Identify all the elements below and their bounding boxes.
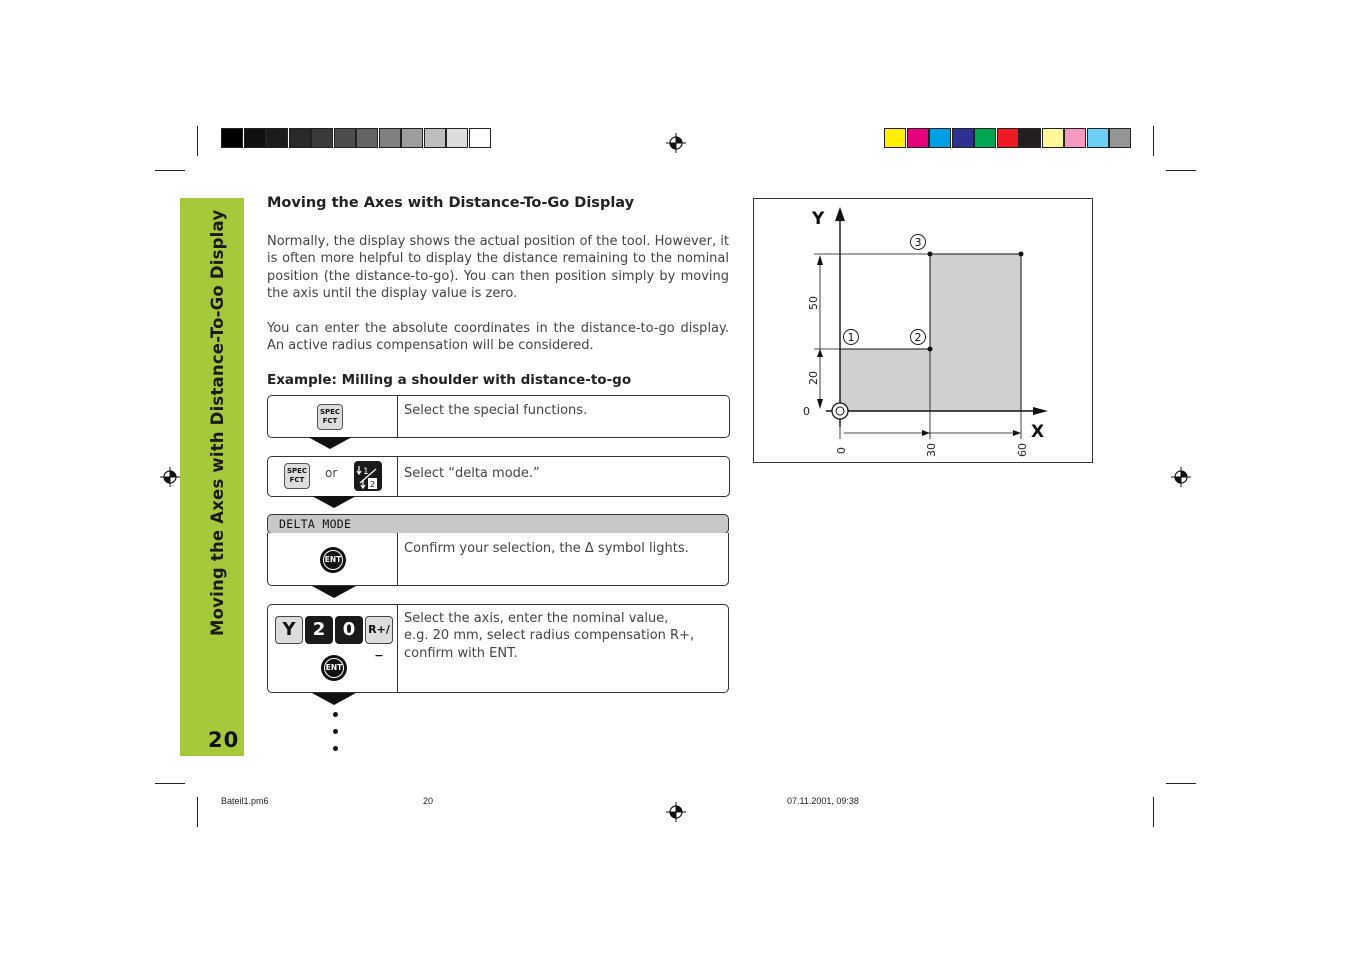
chapter-title: Moving the Axes with Distance-To-Go Display [208,209,227,636]
continuation-dot [333,746,338,751]
color-swatch [356,128,378,148]
svg-text:2: 2 [370,480,376,489]
color-swatch [401,128,423,148]
or-label: or [325,466,338,480]
down-arrow-icon [312,693,356,705]
color-swatch [334,128,356,148]
page-number: 20 [208,728,240,752]
spec-fct-key [284,463,310,489]
registration-mark-icon [160,467,180,487]
down-arrow-icon [312,496,356,508]
color-swatch [289,128,311,148]
spec-fct-key [317,404,343,430]
ent-key [320,547,346,573]
step-box [267,395,730,438]
y-tick-label: 0 [803,405,810,418]
divider [397,457,398,496]
color-swatch [469,128,491,148]
crop-mark [1153,126,1154,156]
continuation-dot [333,729,338,734]
key-label: SPEC [319,408,341,416]
color-swatch [446,128,468,148]
color-swatch [221,128,243,148]
display-readout-text: DELTA MODE [279,517,352,531]
example-heading: Example: Milling a shoulder with distance-to-go [267,372,632,388]
radius-comp-key: R+/− [365,616,393,644]
color-swatch [379,128,401,148]
section-heading: Moving the Axes with Distance-To-Go Display [267,195,635,211]
footer-page: 20 [423,796,434,806]
intro-paragraph: Normally, the display shows the actual position of the tool. However, it is often more helpful to display the distance remaining to the nominal position (the distance-to-go). You can then position simply by moving the axis until the display value is zero. [267,234,729,302]
coordinate-figure [753,198,1093,463]
key-label: ENT [323,550,343,570]
key-label: FCT [322,417,338,425]
digit-2-key: 2 [305,616,333,644]
step-text: Select “delta mode.” [404,466,540,481]
crop-mark [155,170,185,171]
crop-mark [197,797,198,827]
color-swatch [266,128,288,148]
axis-x-label: X [1031,422,1045,442]
color-swatch [974,128,996,148]
crop-mark [1166,170,1196,171]
color-swatch [952,128,974,148]
step-box [267,604,729,693]
color-swatch [1109,128,1131,148]
color-swatch [244,128,266,148]
registration-mark-icon [1171,467,1191,487]
step-text: Select the special functions. [404,403,588,418]
color-swatch [311,128,333,148]
color-swatch [1042,128,1064,148]
color-swatch [424,128,446,148]
axis-y-key: Y [275,616,303,644]
divider [397,396,398,437]
note-paragraph: You can enter the absolute coordinates in the distance-to-go display. An active radius compensation will be considered. [267,321,729,354]
delta-mode-key-icon [354,461,382,491]
footer-timestamp: 07.11.2001, 09:38 [787,796,859,806]
svg-text:1: 1 [363,467,369,477]
color-swatch [907,128,929,148]
crop-mark [1166,783,1196,784]
down-arrow-icon [308,437,352,449]
footer-file: Bateil1.pm6 [221,796,269,806]
x-tick-label: 60 [1016,443,1029,457]
color-swatch [1087,128,1109,148]
down-arrow-icon [312,586,356,598]
key-label: ENT [324,658,344,678]
x-tick-label: 0 [835,447,848,454]
ent-key [321,655,347,681]
continuation-dot [333,712,338,717]
registration-mark-icon [666,133,686,153]
step-text: Confirm your selection, the Δ symbol lights. [404,541,689,556]
step-text-line: e.g. 20 mm, select radius compensation R+, [404,628,695,644]
crop-mark [1153,797,1154,827]
digit-0-key: 0 [335,616,363,644]
crop-mark [197,126,198,156]
point-label: 1 [847,331,855,344]
display-readout-bar [267,514,729,534]
step-box [267,456,730,497]
axis-y-label: Y [812,209,825,229]
registration-mark-icon [666,802,686,822]
color-swatch [997,128,1019,148]
color-swatch [884,128,906,148]
key-label: SPEC [286,467,308,475]
key-label: FCT [289,476,305,484]
step-box [267,533,729,586]
point-label: 2 [914,331,922,344]
divider [397,533,398,585]
x-tick-label: 30 [925,443,938,457]
color-swatch [1019,128,1041,148]
y-tick-label: 50 [807,296,820,310]
point-label: 3 [914,236,922,249]
color-swatch [1064,128,1086,148]
step-text-line: confirm with ENT. [404,645,518,661]
y-tick-label: 20 [807,371,820,385]
shoulder-diagram [754,199,1092,462]
crop-mark [155,783,185,784]
step-text [404,610,720,662]
step-text-line: Select the axis, enter the nominal value, [404,611,669,626]
divider [397,605,398,692]
color-swatch [929,128,951,148]
